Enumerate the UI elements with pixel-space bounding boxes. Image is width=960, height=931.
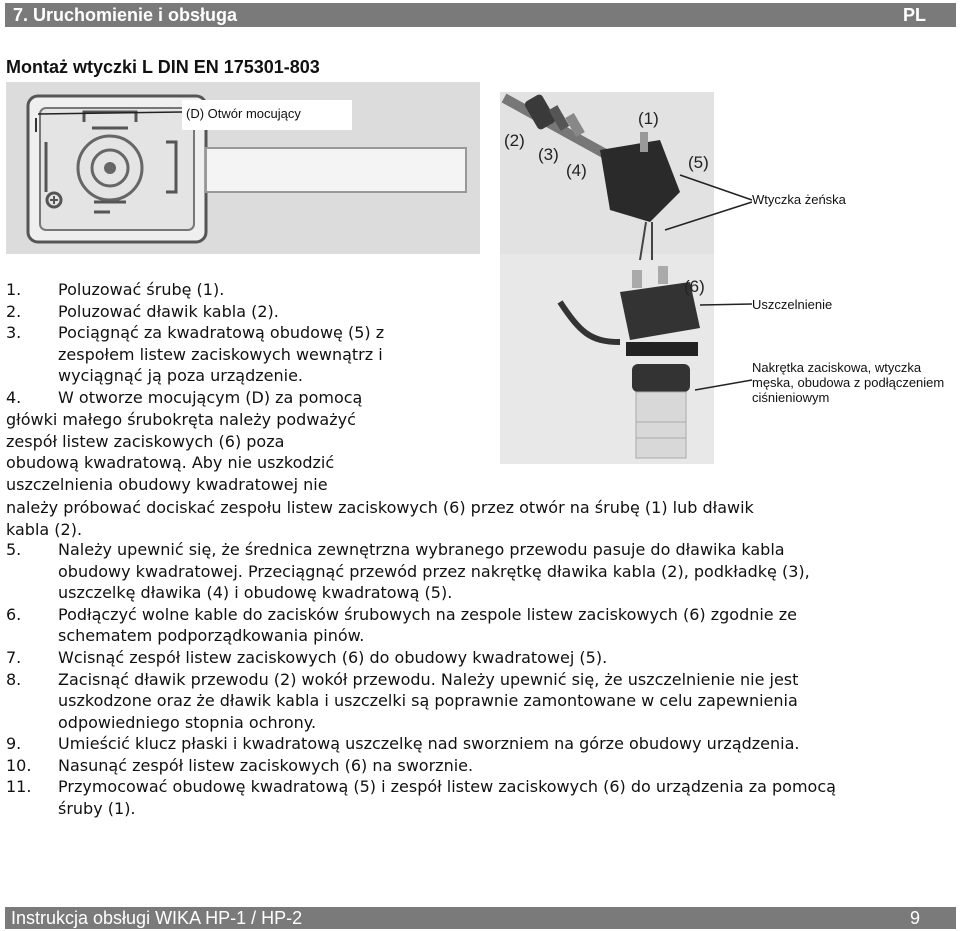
footer-title: Instrukcja obsługi WIKA HP-1 / HP-2 [11,908,303,928]
page-footer [5,907,956,929]
part-label-1: (1) [638,109,659,128]
part-label-4: (4) [566,161,587,180]
label-female-connector: Wtyczka żeńska [752,192,858,207]
part-label-2: (2) [504,131,525,150]
steps-short: 1. Poluzować śrubę (1). 2. Poluzować dławik kabla (2). 3. Pociągnąć za kwadratową obudowę (5) z zespołem listew zaciskowych wewnątrz i wyciągnąć ją poza urządzenie. 4. W otworze mocującym (D) za pomocą [6,280,385,407]
part-label-6: (6) [684,277,705,296]
header-title: 7. Uruchomienie i obsługa [13,5,238,25]
label-nut: Nakrętka zaciskowa, wtyczka męska, obudowa z podłączeniem ciśnieniowym [752,360,952,405]
header-lang: PL [902,5,926,25]
page-number: 9 [909,908,920,928]
section-title: Montaż wtyczki L DIN EN 175301-803 [6,57,320,77]
label-seal: Uszczelnienie [752,297,858,312]
callout-mounting-hole: (D) Otwór mocujący [182,100,352,130]
part-label-5: (5) [688,153,709,172]
step4-continuation: główki małego śrubokręta należy podważyć zespół listew zaciskowych (6) poza obudową kwadratową. Aby nie uszkodzić uszczelnienia obudowy kwadratowej nie należy próbować dociskać zespołu listew zaciskowych (6) przez otwór na śrubę (1) lub dławik kabla (2). [6,410,754,539]
part-label-3: (3) [538,145,559,164]
steps-long: 5. Należy upewnić się, że średnica zewnętrzna wybranego przewodu pasuje do dławika kabla obudowy kwadratowej. Przeciągnąć przewód przez nakrętkę dławika kabla (2), podkładkę (3), uszczelkę dławika (4) i obudowę kwadratową (5). 6. Podłączyć wolne kable do zacisków śrubowych na zespole listew zaciskowych (6) zgodnie ze schematem podporządkowania pinów. 7. Wcisnąć zespół listew zaciskowych (6) do obudowy kwadratowej (5). 8. Zacisnąć dławik przewodu (2) wokół przewodu. Należy upewnić się, że uszczelnienie nie jest uszkodzone oraz że dławik kabla i uszczelki są poprawnie zamontowane w celu zapewnienia odpowiedniego stopnia ochrony. 9. Umieścić klucz płaski i kwadratową uszczelkę nad sworzniem na górze obudowy urządzenia. 10. Nasunąć zespół listew zaciskowych (6) na sworznie. 11. Przymocować obudowę kwadratową (5) i zespół listew zaciskowych (6) do urządzenia za pomocą śruby (1). [6,540,836,818]
